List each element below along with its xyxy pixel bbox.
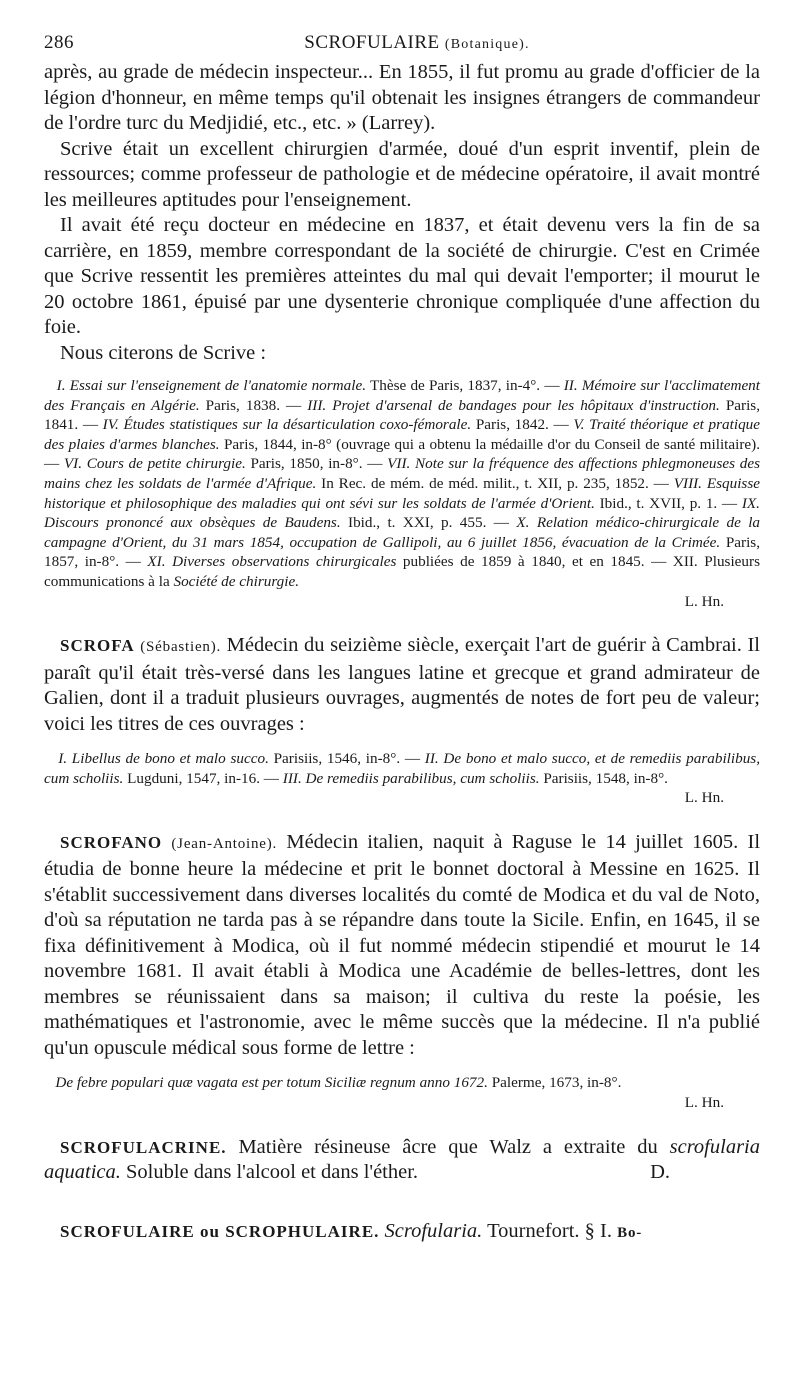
entry-text: Médecin italien, naquit à Raguse le 14 juillet 1605. Il étudia de bonne heure la médecine et prit le bonnet doctoral à Messine en 1625. Il s'établit successivement dans diverses localités du comté de Modica et du val de Noto, d'où sa réputation ne tarda pas à se répandre dans toute la Sicile. Enfin, en 1645, il se fixa définitivement à Modica, où il fut nommé médecin stipendié et mourut le 14 novembre 1681. Il avait établi à Modica une Académie de belles-lettres, dont les membres se réunissaient dans sa maison; il cultiva du reste la poésie, les mathématiques et l'astronomie, avec le même succès que la médecine. Il n'a publié qu'un opuscule médical sous forme de lettre : <box>44 830 761 1059</box>
entry-scrofulaire <box>44 1220 760 1243</box>
running-title <box>44 32 760 54</box>
entry-forename: (Jean-Antoine). <box>171 835 278 852</box>
work-title: X. Relation médico-chirurgicale de la campagne d'Orient, du 31 mars 1854, occupation de Gallipoli, au 6 juillet 1856, évacuation de la Crimée. <box>44 514 761 551</box>
work-title: De febre populari quæ vagata est per totum Siciliæ regnum anno 1672. <box>55 1074 488 1092</box>
work-title: III. Projet d'arsenal de bandages pour les hôpitaux d'instruction. <box>307 396 720 414</box>
entry-text: Matière résineuse âcre que Walz a extraite du <box>226 1135 670 1158</box>
work-title: IV. Études statistiques sur la désarticulation coxo-fémorale. <box>102 416 472 434</box>
running-header <box>44 26 760 60</box>
paragraph: Scrive était un excellent chirurgien d'armée, doué d'un esprit inventif, plein de ressources; comme professeur de pathologie et de médecine opératoire, il avait montré les meilleures aptitudes pour l'enseignement. <box>44 137 760 211</box>
work-details: Paris, 1841. — <box>44 396 760 434</box>
author-signature: L. Hn. <box>684 592 724 610</box>
work-details: publiées de 1859 à 1840, et en 1845. — XII. Plusieurs communications à la <box>44 553 760 590</box>
entry-headword: SCROFULACRINE. <box>60 1137 227 1157</box>
work-details: Palerme, 1673, in-8°. <box>487 1074 622 1092</box>
work-details: In Rec. de mém. de méd. milit., t. XII, p. 235, 1852. — <box>316 474 674 492</box>
author-signature: L. Hn. <box>684 1094 724 1111</box>
entry-text: Soluble dans l'alcool et dans l'éther. <box>120 1161 419 1184</box>
entry-text: Tournefort. § I. <box>482 1219 618 1242</box>
work-title: I. Libellus de bono et malo succo. <box>58 750 269 768</box>
work-details: Thèse de Paris, 1837, in-4°. — <box>366 377 564 394</box>
work-details: Lugduni, 1547, in-16. — <box>123 769 283 787</box>
work-title: VI. Cours de petite chirurgie. <box>63 455 246 473</box>
work-title: V. Traité théorique et pratique des plaies d'armes blanches. <box>44 416 760 453</box>
paragraph: après, au grade de médecin inspecteur... En 1855, il fut promu au grade d'officier de la légion d'honneur, en même temps qu'il obtenait les insignes étrangers de commandeur de l'ordre turc du Medjidié, etc., etc. » (Larrey). <box>44 61 760 134</box>
page-number: 286 <box>44 32 74 53</box>
work-title: IX. Discours prononcé aux obsèques de Baudens. <box>44 494 760 532</box>
work-details: Paris, 1857, in-8°. — <box>44 533 760 571</box>
work-title: Société de chirurgie. <box>173 572 300 590</box>
entry-tail: Bo- <box>617 1224 643 1241</box>
work-details: Paris, 1844, in-8° (ouvrage qui a obtenu la médaille d'or du Conseil de santé militaire). — <box>44 435 760 473</box>
author-signature: L. Hn. <box>684 789 724 807</box>
work-details: Parisiis, 1548, in-8°. <box>539 769 668 787</box>
entry-text: Médecin du seizième siècle, exerçait l'art de guérir à Cambrai. Il paraît qu'il était très-versé dans les langues latine et grecque et grand admirateur de Galien, dont il a traduit plusieurs ouvrages, augmentés de notes de fort peu de valeur; voici les titres de ces ouvrages : <box>44 634 760 735</box>
work-details: Paris, 1842. — <box>471 416 574 434</box>
work-details: Ibid., t. XXI, p. 455. — <box>340 514 517 532</box>
work-details: Paris, 1850, in-8°. — <box>245 455 388 473</box>
entry-scrofulacrine <box>44 1135 760 1186</box>
scrofano-bibliography <box>44 1073 760 1112</box>
entry-headword: SCROFANO <box>60 832 163 852</box>
entry-scrofa <box>44 633 760 737</box>
work-title: VIII. Esquisse historique et philosophique des maladies qui ont sévi sur les soldats de l'armée d'Orient. <box>44 474 760 512</box>
running-title-sub: (Botanique). <box>444 37 530 52</box>
paragraph: Nous citerons de Scrive : <box>60 341 267 364</box>
entry-headword: SCROFA <box>60 636 135 656</box>
scrive-bibliography <box>44 376 760 611</box>
latin-name: Scrofularia. <box>384 1219 483 1242</box>
work-title: II. Mémoire sur l'acclimatement des Français en Algérie. <box>44 377 760 414</box>
work-details: Ibid., t. XVII, p. 1. — <box>594 494 742 512</box>
work-details: Parisiis, 1546, in-8°. — <box>268 750 425 768</box>
scrofa-bibliography <box>44 749 760 808</box>
work-title: VII. Note sur la fréquence des affections phlegmoneuses des mains chez les soldats de l'armée d'Afrique. <box>44 455 760 492</box>
work-details: Paris, 1838. — <box>199 396 308 414</box>
entry-scrofano <box>44 830 760 1062</box>
entry-forename: (Sébastien). <box>140 639 222 656</box>
paragraph: Il avait été reçu docteur en médecine en 1837, et était devenu vers la fin de sa carrière, en 1859, membre correspondant de la société de chirurgie. C'est en Crimée que Scrive ressentit les premières atteintes du mal qui devait l'emporter; il mourut le 20 octobre 1861, épuisé par une dysenterie chronique compliquée d'une affection du foie. <box>44 214 760 338</box>
author-signature: D. <box>650 1161 670 1184</box>
work-title: XI. Diverses observations chirurgicales <box>147 553 397 571</box>
entry-headword: SCROFULAIRE ou SCROPHULAIRE. <box>60 1221 380 1241</box>
work-title: I. Essai sur l'enseignement de l'anatomie normale. <box>56 377 367 394</box>
work-title: II. De bono et malo succo, et de remediis parabilibus, cum scholiis. <box>44 750 760 787</box>
running-title-main: SCROFULAIRE <box>304 32 440 53</box>
latin-name: scrofularia aquatica. <box>44 1135 760 1184</box>
work-title: III. De remediis parabilibus, cum scholiis. <box>282 769 540 787</box>
scrive-continuation <box>44 60 760 366</box>
